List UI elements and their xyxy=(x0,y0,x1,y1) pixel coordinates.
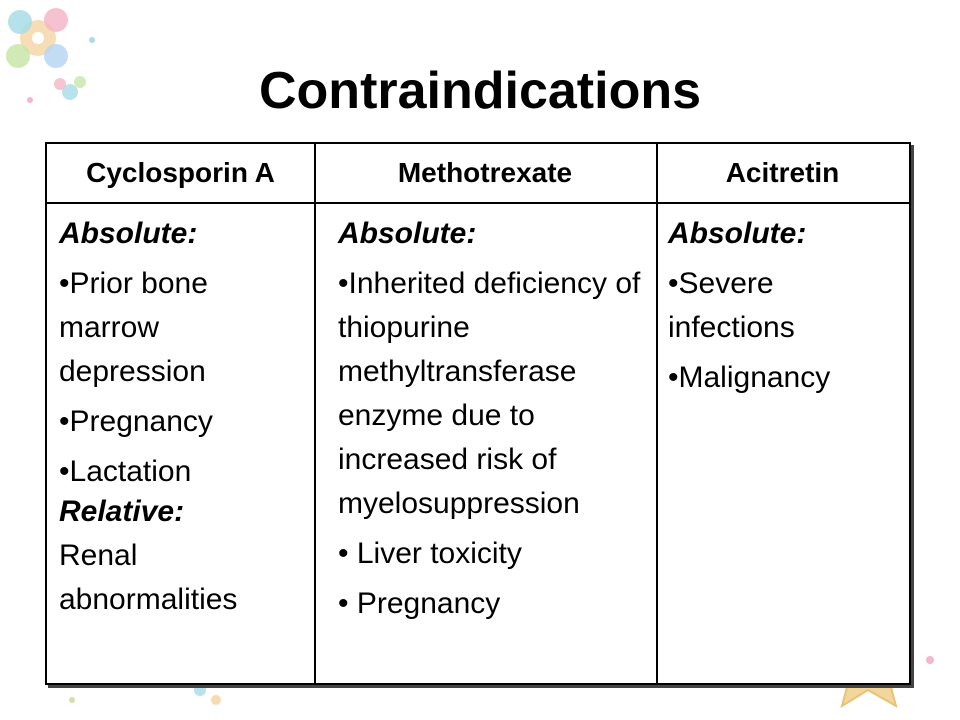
column-divider xyxy=(656,144,658,683)
absolute-label: Absolute: xyxy=(338,217,477,250)
list-item: •Prior bone marrow depression xyxy=(59,267,208,388)
dot-decoration xyxy=(926,656,934,664)
list-item: •Pregnancy xyxy=(59,405,213,438)
slide-title: Contraindications xyxy=(258,62,702,120)
table-header-row xyxy=(47,144,909,204)
list-item: • Pregnancy xyxy=(338,587,501,620)
cyclosporin-cell xyxy=(59,204,307,622)
list-item: • Liver toxicity xyxy=(338,537,522,570)
dot-decoration xyxy=(89,37,95,43)
relative-label: Relative: xyxy=(59,495,185,528)
dot-decoration xyxy=(194,684,206,696)
list-item: •Malignancy xyxy=(668,361,831,394)
column-header-cyclosporin: Cyclosporin A xyxy=(86,157,275,188)
dot-decoration xyxy=(69,697,75,703)
column-header-acitretin: Acitretin xyxy=(725,157,840,188)
acitretin-cell xyxy=(668,204,898,400)
dot-decoration xyxy=(211,695,221,705)
relative-text: Renal abnormalities xyxy=(59,539,238,616)
column-divider xyxy=(314,144,316,683)
column-header-methotrexate: Methotrexate xyxy=(397,157,573,188)
list-item: •Lactation xyxy=(59,455,192,488)
methotrexate-cell xyxy=(338,204,648,626)
absolute-label: Absolute: xyxy=(668,217,807,250)
list-item: •Severe infections xyxy=(668,267,795,344)
list-item: •Inherited deficiency of thiopurine methyltransferase enzyme due to increased risk of myelosuppression xyxy=(338,267,641,520)
contraindications-table xyxy=(45,142,911,685)
absolute-label: Absolute: xyxy=(59,217,198,250)
